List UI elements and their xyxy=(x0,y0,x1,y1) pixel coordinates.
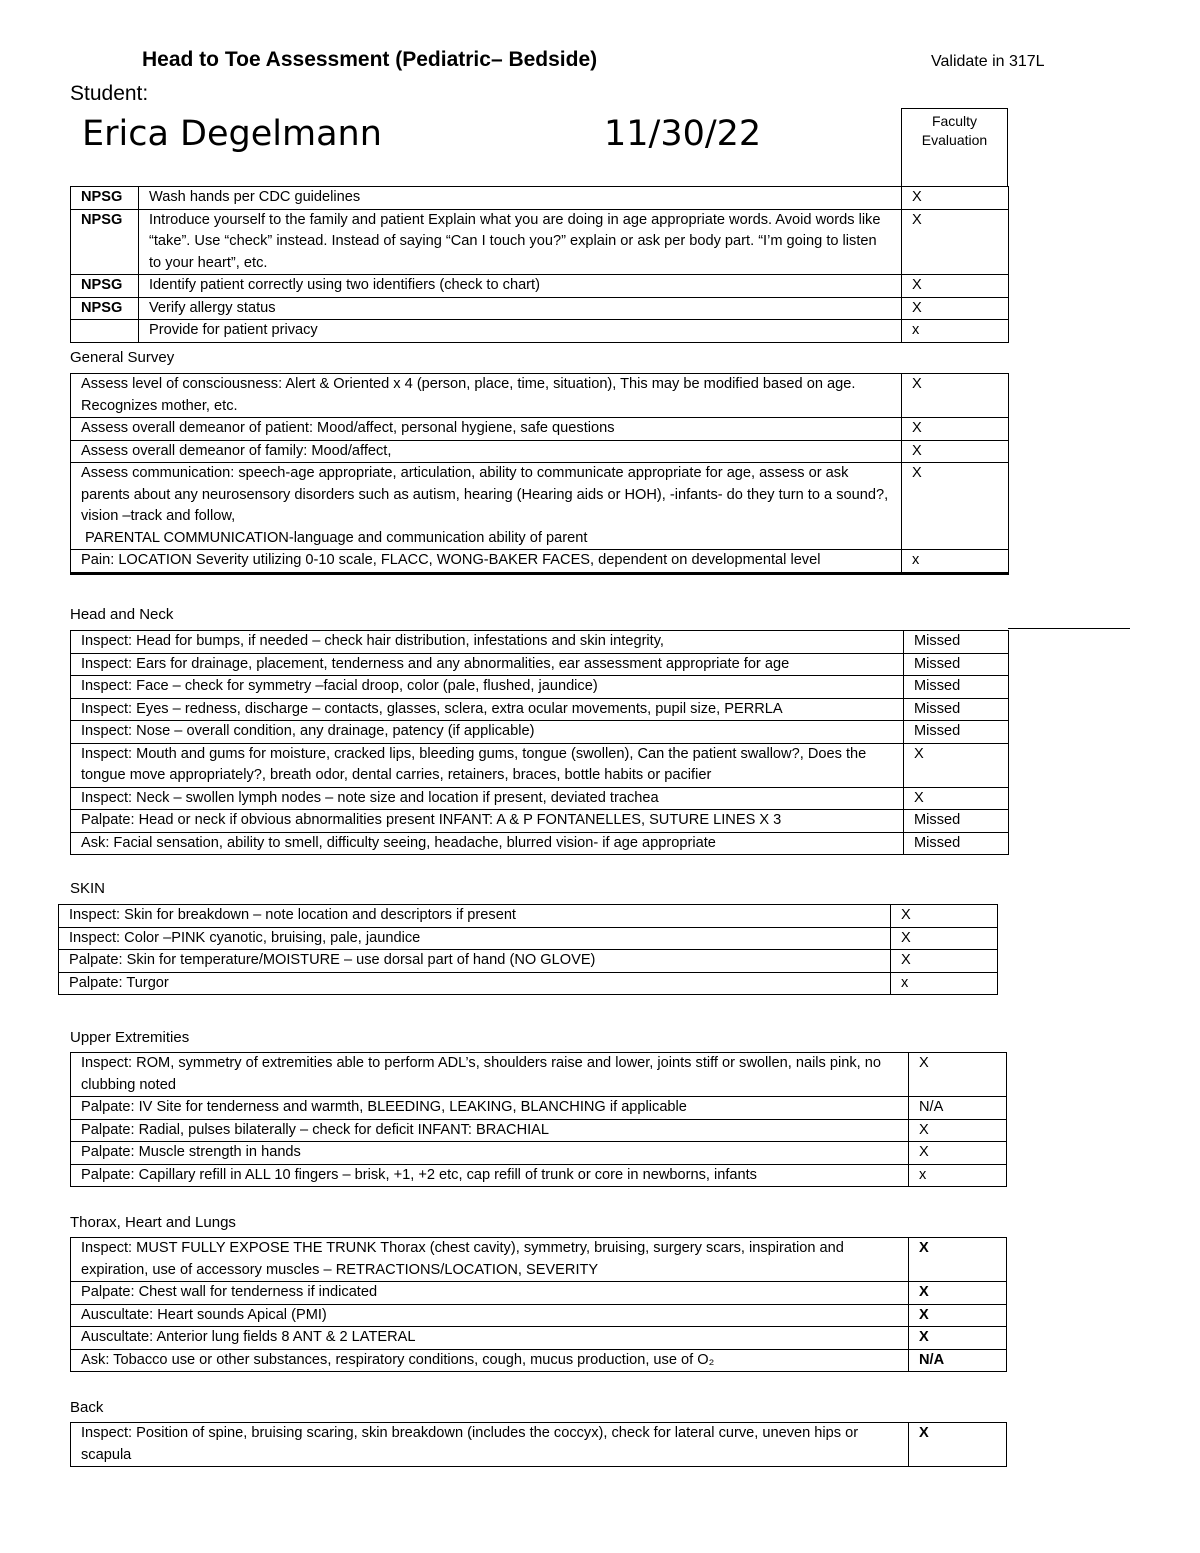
row-evaluation: X xyxy=(891,905,998,928)
row-text: Palpate: Skin for temperature/MOISTURE – use dorsal part of hand (NO GLOVE) xyxy=(59,950,891,973)
table-row xyxy=(59,927,998,950)
npsg-code: NPSG xyxy=(71,275,139,298)
table-row xyxy=(71,653,1009,676)
row-evaluation: X xyxy=(891,950,998,973)
table-row xyxy=(71,1238,1007,1282)
table-row xyxy=(71,1304,1007,1327)
row-text: Inspect: Ears for drainage, placement, tenderness and any abnormalities, ear assessment appropriate for age xyxy=(71,653,904,676)
row-evaluation: Missed xyxy=(904,721,1009,744)
table-row xyxy=(71,1164,1007,1187)
row-evaluation: X xyxy=(902,440,1009,463)
validate-note: Validate in 317L xyxy=(931,53,1045,70)
table-row xyxy=(71,743,1009,787)
page-title: Head to Toe Assessment (Pediatric– Bedside) xyxy=(142,48,598,71)
row-text: Inspect: Skin for breakdown – note location and descriptors if present xyxy=(59,905,891,928)
row-evaluation: X xyxy=(909,1053,1007,1097)
table-row xyxy=(71,721,1009,744)
row-evaluation: X xyxy=(902,297,1009,320)
row-evaluation: X xyxy=(891,927,998,950)
table-row xyxy=(71,275,1009,298)
divider xyxy=(1008,628,1130,629)
row-text: Inspect: Face – check for symmetry –facial droop, color (pale, flushed, jaundice) xyxy=(71,676,904,699)
table-row xyxy=(71,320,1009,343)
row-text: Assess communication: speech-age appropriate, articulation, ability to communicate appropriate for age, assess or ask parents about any neurosensory disorders such as autism, hearing (Hearing aids or HOH), -infants- do they turn to a sound?, vision –track and follow, xyxy=(81,465,889,524)
table-row xyxy=(71,297,1009,320)
row-evaluation: X xyxy=(902,275,1009,298)
table-row xyxy=(71,1327,1007,1350)
row-text: Auscultate: Heart sounds Apical (PMI) xyxy=(71,1304,909,1327)
table-row xyxy=(71,1119,1007,1142)
row-text: Identify patient correctly using two identifiers (check to chart) xyxy=(139,275,902,298)
row-evaluation: X xyxy=(904,787,1009,810)
row-evaluation: X xyxy=(909,1304,1007,1327)
row-evaluation: Missed xyxy=(904,810,1009,833)
row-text-parental: PARENTAL COMMUNICATION-language and communication ability of parent xyxy=(81,529,588,546)
faculty-header-line1: Faculty xyxy=(931,113,978,129)
faculty-header-line2: Evaluation xyxy=(921,132,988,148)
row-evaluation: X xyxy=(902,418,1009,441)
general-survey-table xyxy=(70,373,1009,575)
row-evaluation: X xyxy=(902,209,1009,275)
table-row xyxy=(71,1423,1007,1467)
thorax-table xyxy=(70,1237,1007,1372)
row-evaluation: x xyxy=(909,1164,1007,1187)
row-evaluation: x xyxy=(891,972,998,995)
section-title-upper-extremities: Upper Extremities xyxy=(70,1029,190,1046)
npsg-code: NPSG xyxy=(71,209,139,275)
section-title-general-survey: General Survey xyxy=(70,349,175,366)
skin-table xyxy=(58,904,998,995)
table-row xyxy=(71,374,1009,418)
table-row xyxy=(71,209,1009,275)
row-evaluation: N/A xyxy=(909,1097,1007,1120)
table-row xyxy=(71,550,1009,574)
table-row xyxy=(59,972,998,995)
row-evaluation: X xyxy=(902,187,1009,210)
row-text: Inspect: MUST FULLY EXPOSE THE TRUNK Thorax (chest cavity), symmetry, bruising, surgery scars, inspiration and expiration, use of accessory muscles – RETRACTIONS/LOCATION, SEVERITY xyxy=(71,1238,909,1282)
row-text: Palpate: Head or neck if obvious abnormalities present INFANT: A & P FONTANELLES, SUTURE LINES X 3 xyxy=(71,810,904,833)
row-evaluation: Missed xyxy=(904,631,1009,654)
table-row xyxy=(71,832,1009,855)
npsg-code: NPSG xyxy=(71,297,139,320)
row-text: Inspect: ROM, symmetry of extremities able to perform ADL’s, shoulders raise and lower, joints stiff or swollen, nails pink, no clubbing noted xyxy=(71,1053,909,1097)
row-text-communication xyxy=(71,463,902,550)
section-title-thorax: Thorax, Heart and Lungs xyxy=(70,1214,236,1231)
table-row xyxy=(71,1097,1007,1120)
faculty-evaluation-header xyxy=(901,108,1008,186)
row-evaluation: X xyxy=(909,1282,1007,1305)
table-row xyxy=(71,787,1009,810)
row-text: Ask: Tobacco use or other substances, respiratory conditions, cough, mucus production, use of O₂ xyxy=(71,1349,909,1372)
section-title-back: Back xyxy=(70,1399,104,1416)
row-text: Inspect: Eyes – redness, discharge – contacts, glasses, sclera, extra ocular movements, pupil size, PERRLA xyxy=(71,698,904,721)
table-row xyxy=(71,1282,1007,1305)
row-evaluation: X xyxy=(909,1423,1007,1467)
back-table xyxy=(70,1422,1007,1467)
table-row xyxy=(71,440,1009,463)
row-text: Assess overall demeanor of family: Mood/affect, xyxy=(71,440,902,463)
student-name: Erica Degelmann xyxy=(82,114,382,154)
row-evaluation: X xyxy=(909,1238,1007,1282)
row-text: Palpate: Radial, pulses bilaterally – check for deficit INFANT: BRACHIAL xyxy=(71,1119,909,1142)
table-row xyxy=(71,1349,1007,1372)
npsg-code: NPSG xyxy=(71,187,139,210)
student-label: Student: xyxy=(70,82,149,105)
row-text: Auscultate: Anterior lung fields 8 ANT & 2 LATERAL xyxy=(71,1327,909,1350)
table-row xyxy=(71,1053,1007,1097)
row-evaluation: Missed xyxy=(904,698,1009,721)
row-evaluation: Missed xyxy=(904,832,1009,855)
table-row xyxy=(71,187,1009,210)
row-evaluation: X xyxy=(902,463,1009,550)
npsg-code xyxy=(71,320,139,343)
row-text: Inspect: Color –PINK cyanotic, bruising, pale, jaundice xyxy=(59,927,891,950)
row-text: Assess overall demeanor of patient: Mood/affect, personal hygiene, safe questions xyxy=(71,418,902,441)
section-title-skin: SKIN xyxy=(70,880,106,897)
row-text: Assess level of consciousness: Alert & Oriented x 4 (person, place, time, situation), This may be modified based on age. Recognizes mother, etc. xyxy=(71,374,902,418)
npsg-table xyxy=(70,186,1009,343)
table-row xyxy=(71,1142,1007,1165)
table-row xyxy=(71,676,1009,699)
table-row xyxy=(59,905,998,928)
table-row xyxy=(71,418,1009,441)
table-row xyxy=(71,463,1009,550)
row-evaluation: X xyxy=(904,743,1009,787)
row-text: Introduce yourself to the family and patient Explain what you are doing in age appropriate words. Avoid words like “take”. Use “check” instead. Instead of saying “Can I touch you?” explain or ask per body part. “I’m going to listen to your heart”, etc. xyxy=(139,209,902,275)
row-text: Palpate: Capillary refill in ALL 10 fingers – brisk, +1, +2 etc, cap refill of trunk or core in newborns, infants xyxy=(71,1164,909,1187)
row-text: Inspect: Neck – swollen lymph nodes – note size and location if present, deviated trachea xyxy=(71,787,904,810)
section-title-head-neck: Head and Neck xyxy=(70,606,174,623)
row-evaluation: N/A xyxy=(909,1349,1007,1372)
row-text: Pain: LOCATION Severity utilizing 0-10 scale, FLACC, WONG-BAKER FACES, dependent on developmental level xyxy=(71,550,902,574)
row-evaluation: x xyxy=(902,550,1009,574)
row-text: Wash hands per CDC guidelines xyxy=(139,187,902,210)
row-text: Provide for patient privacy xyxy=(139,320,902,343)
upper-extremities-table xyxy=(70,1052,1007,1187)
row-text: Palpate: Muscle strength in hands xyxy=(71,1142,909,1165)
assessment-date: 11/30/22 xyxy=(604,114,762,154)
row-evaluation: x xyxy=(902,320,1009,343)
row-text: Verify allergy status xyxy=(139,297,902,320)
row-text: Ask: Facial sensation, ability to smell, difficulty seeing, headache, blurred vision- if age appropriate xyxy=(71,832,904,855)
row-evaluation: X xyxy=(902,374,1009,418)
row-evaluation: Missed xyxy=(904,653,1009,676)
table-row xyxy=(59,950,998,973)
table-row xyxy=(71,698,1009,721)
row-text: Inspect: Head for bumps, if needed – check hair distribution, infestations and skin integrity, xyxy=(71,631,904,654)
row-evaluation: Missed xyxy=(904,676,1009,699)
row-text: Palpate: IV Site for tenderness and warmth, BLEEDING, LEAKING, BLANCHING if applicable xyxy=(71,1097,909,1120)
row-evaluation: X xyxy=(909,1142,1007,1165)
head-neck-table xyxy=(70,630,1009,855)
row-text: Palpate: Turgor xyxy=(59,972,891,995)
row-text: Inspect: Position of spine, bruising scaring, skin breakdown (includes the coccyx), check for lateral curve, uneven hips or scapula xyxy=(71,1423,909,1467)
table-row xyxy=(71,631,1009,654)
row-text: Palpate: Chest wall for tenderness if indicated xyxy=(71,1282,909,1305)
row-text: Inspect: Mouth and gums for moisture, cracked lips, bleeding gums, tongue (swollen), Can the patient swallow?, Does the tongue move appropriately?, breath odor, dental carries, retainers, braces, bottle habits or pacifier xyxy=(71,743,904,787)
row-evaluation: X xyxy=(909,1119,1007,1142)
table-row xyxy=(71,810,1009,833)
row-text: Inspect: Nose – overall condition, any drainage, patency (if applicable) xyxy=(71,721,904,744)
row-evaluation: X xyxy=(909,1327,1007,1350)
